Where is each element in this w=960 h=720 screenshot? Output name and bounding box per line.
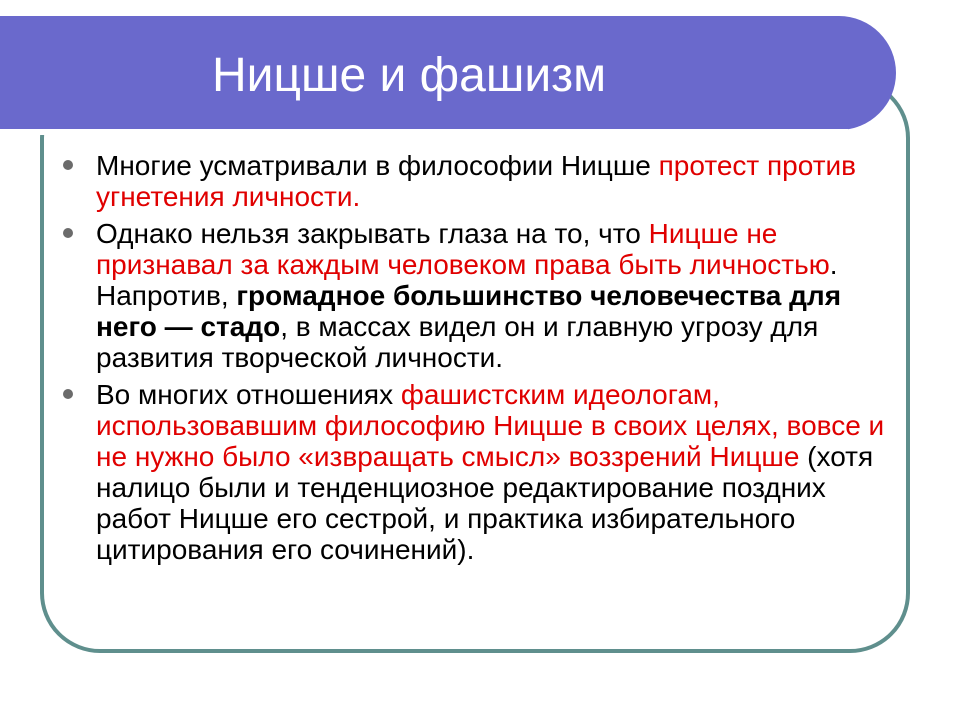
bullet-highlight-text: фашистским идеологам, использовавшим философию Ницше в своих целях, вовсе и не нужно было «извращать смысл» воззрений Ницше	[96, 379, 885, 472]
bullet-text: (хотя налицо были и тенденциозное редактирование поздних работ Ницше его сестрой, и практика избирательного цитирования его сочинений).	[96, 441, 874, 565]
bullet-text: . Напротив,	[96, 249, 838, 311]
bullet-dot-icon	[63, 389, 73, 399]
bullet-dot-icon	[63, 160, 73, 170]
bullet-item	[60, 150, 900, 212]
bullet-text: , в массах видел он и главную угрозу для развития творческой личности.	[96, 311, 819, 373]
bullet-item	[60, 379, 900, 565]
bullet-highlight-text: протест против угнетения личности.	[96, 150, 857, 212]
bullet-text: Однако нельзя закрывать глаза на то, что	[96, 218, 649, 249]
bullet-list	[60, 150, 900, 571]
bullet-bold-text: громадное большинство человечества для него — стадо	[96, 280, 842, 342]
slide-title: Ницше и фашизм	[212, 49, 607, 102]
bullet-item	[60, 218, 900, 373]
bullet-dot-icon	[63, 228, 73, 238]
bullet-highlight-text: Ницше не признавал за каждым человеком права быть личностью	[96, 218, 830, 280]
title-underline	[0, 129, 848, 135]
bullet-text: Во многих отношениях	[96, 379, 401, 410]
bullet-text: Многие усматривали в философии Ницше	[96, 150, 659, 181]
